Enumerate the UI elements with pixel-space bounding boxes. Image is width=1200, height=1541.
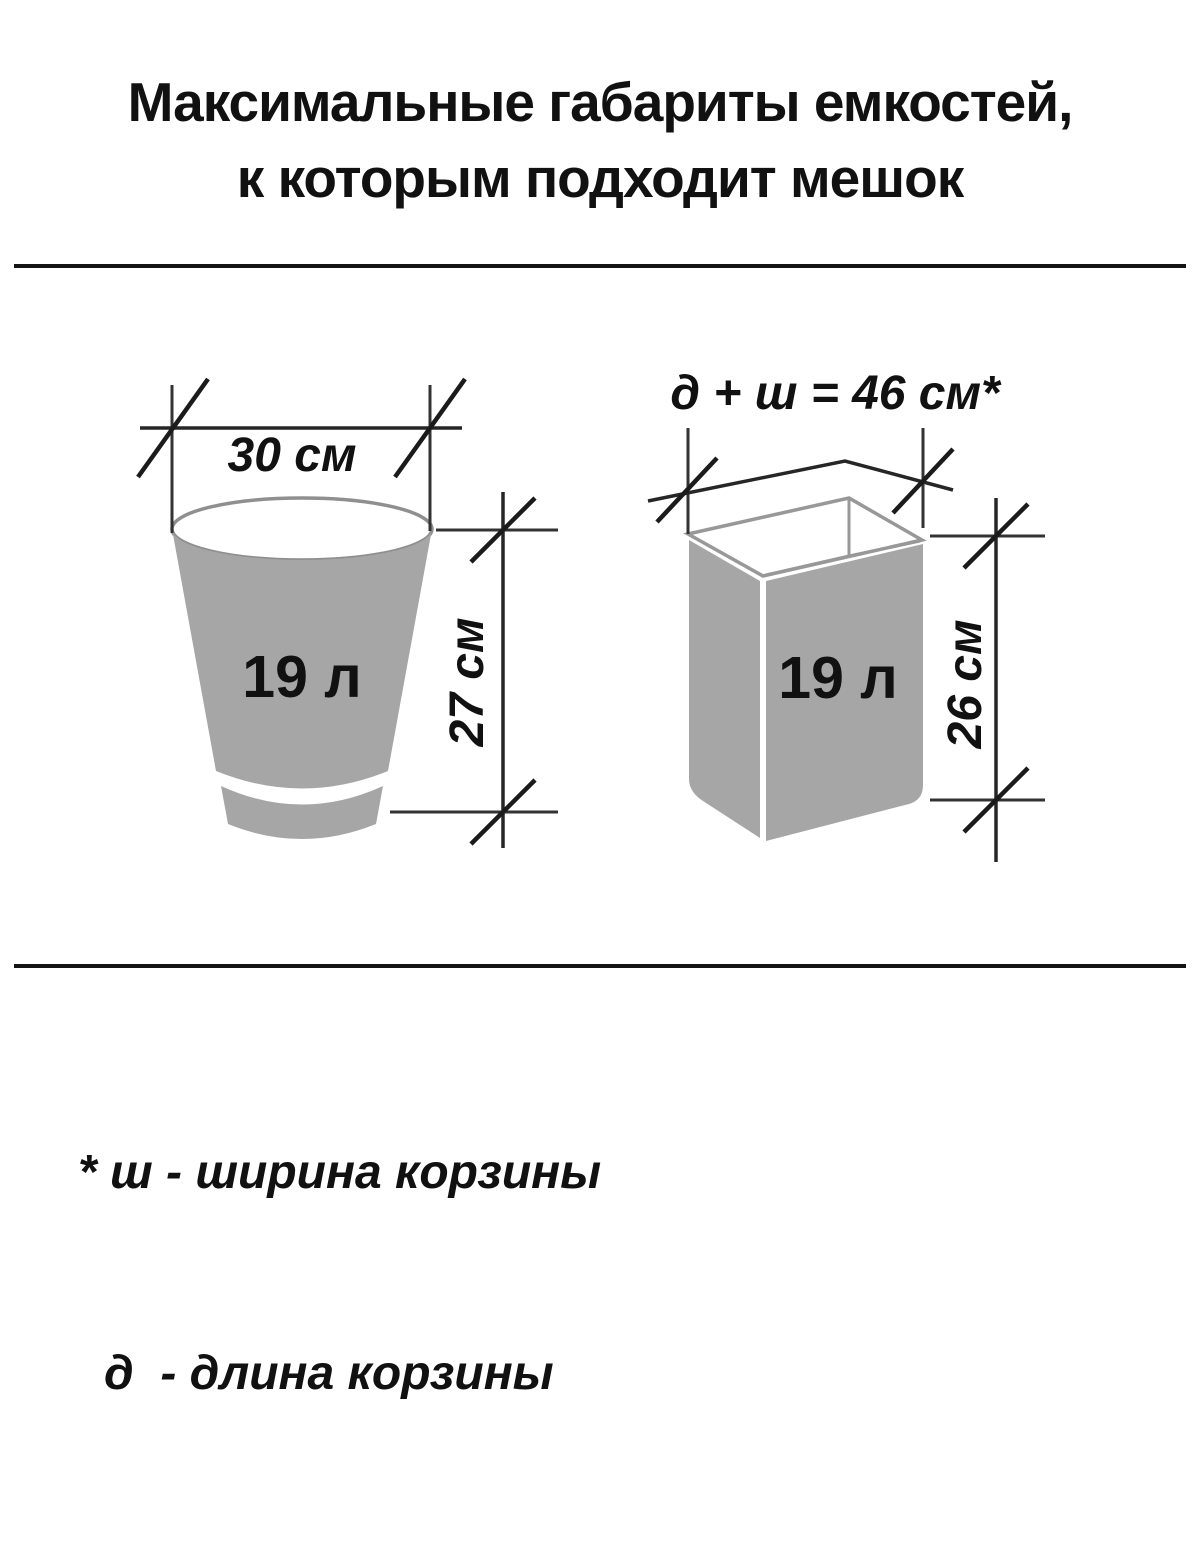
basket-height-dimension <box>930 498 1045 862</box>
bucket-height-label: 27 см <box>441 617 494 747</box>
bucket-opening <box>172 498 432 560</box>
basket-perimeter-formula: д + ш = 46 см* <box>670 367 1000 420</box>
bucket-base <box>221 786 383 839</box>
basket-left-face <box>689 540 760 838</box>
bucket-volume-label: 19 л <box>242 644 362 710</box>
bucket-figure <box>138 379 558 848</box>
basket-height-label: 26 см <box>939 619 992 749</box>
basket-figure <box>648 367 1045 862</box>
title-line-1: Максимальные габариты емкостей, <box>127 71 1073 133</box>
title-line-2: к которым подходит мешок <box>236 147 964 209</box>
basket-volume-label: 19 л <box>778 645 898 711</box>
footnote-line-2: д - длина корзины <box>104 1347 554 1400</box>
bucket-width-label: 30 см <box>227 429 357 482</box>
footnote <box>78 1005 601 1541</box>
footnote-line-1: * ш - ширина корзины <box>78 1146 602 1199</box>
